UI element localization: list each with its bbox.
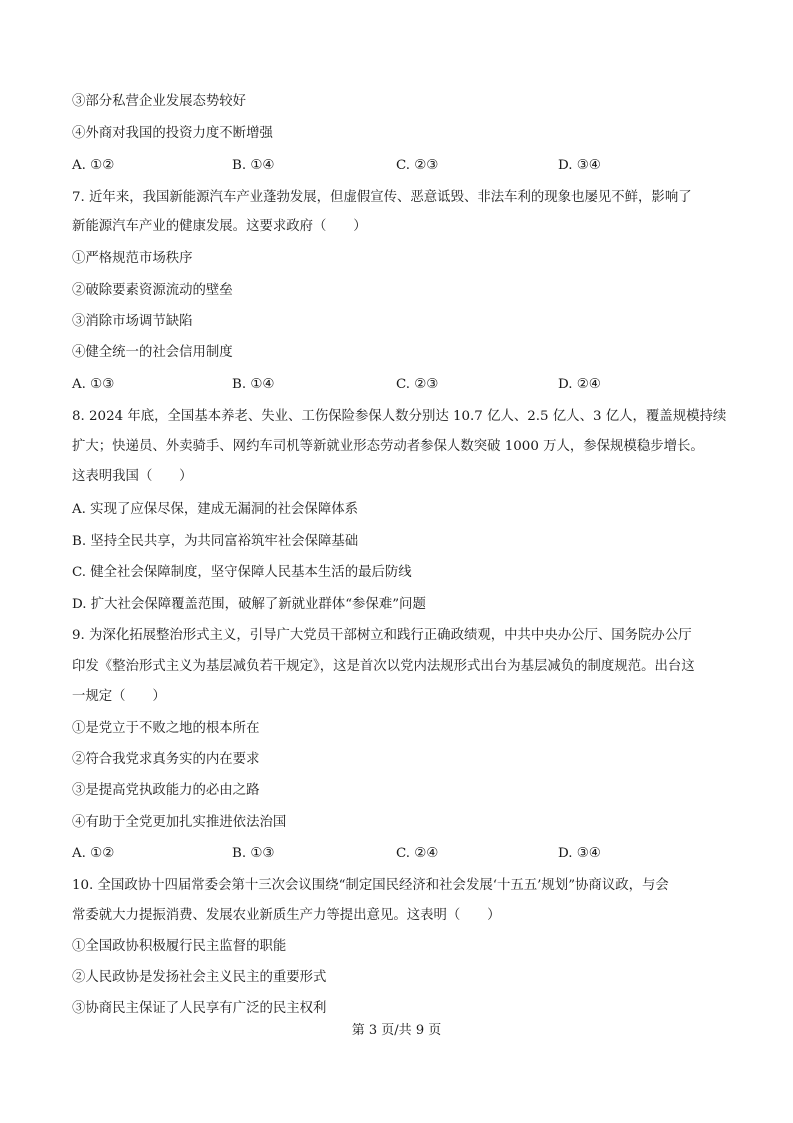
q8-choice-c: C. 健全社会保障制度，坚守保障人民基本生活的最后防线 [72,565,412,580]
q7-item-2: ②破除要素资源流动的壁垒 [72,283,233,298]
q6-option-c: C. ②③ [396,158,439,173]
q7-item-3: ③消除市场调节缺陷 [72,314,193,329]
q8-choice-a: A. 实现了应保尽保，建成无漏洞的社会保障体系 [72,502,358,517]
q7-option-b: B. ①④ [232,377,275,392]
q6-option-d: D. ③④ [558,158,601,173]
q9-item-3: ③是提高党执政能力的必由之路 [72,783,260,798]
q6-option-b: B. ①④ [232,158,275,173]
q9-item-4: ④有助于全党更加扎实推进依法治国 [72,815,287,830]
q9-option-c: C. ②④ [396,846,439,861]
q8-stem-line-2: 扩大；快递员、外卖骑手、网约车司机等新就业形态劳动者参保人数突破 1000 万人，参保规模稳步增长。 [72,439,704,454]
q9-option-a: A. ①② [72,846,115,861]
q8-choice-b: B. 坚持全民共享，为共同富裕筑牢社会保障基础 [72,534,359,549]
q9-option-d: D. ③④ [558,846,601,861]
q7-stem-line-1: 7. 近年来，我国新能源汽车产业蓬勃发展，但虚假宣传、恶意诋毁、非法车利的现象也屡见不鲜，影响了 [72,190,692,205]
q7-option-a: A. ①③ [72,377,115,392]
q7-item-1: ①严格规范市场秩序 [72,251,193,266]
q10-item-1: ①全国政协积极履行民主监督的职能 [72,939,287,954]
q7-stem-line-2: 新能源汽车产业的健康发展。这要求政府（ ） [72,219,367,234]
q10-item-2: ②人民政协是发扬社会主义民主的重要形式 [72,970,327,985]
q9-stem-line-1: 9. 为深化拓展整治形式主义，引导广大党员干部树立和践行正确政绩观，中共中央办公厅、国务院办公厅 [72,628,692,643]
page-number-footer: 第 3 页/共 9 页 [351,1023,442,1038]
q6-item-3: ③部分私营企业发展态势较好 [72,94,247,109]
q10-stem-line-1: 10. 全国政协十四届常委会第十三次会议围绕“制定国民经济和社会发展‘十五五’规划”协商议政，与会 [72,878,669,893]
q9-stem-line-2: 印发《整治形式主义为基层减负若干规定》，这是首次以党内法规形式出台为基层减负的制度规范。出台这 [72,659,695,674]
q9-option-b: B. ①③ [232,846,275,861]
q10-stem-line-2: 常委就大力提振消费、发展农业新质生产力等提出意见。这表明（ ） [72,908,501,923]
q8-stem-line-3: 这表明我国（ ） [72,469,193,484]
q9-stem-line-3: 一规定（ ） [72,689,166,704]
q10-item-3: ③协商民主保证了人民享有广泛的民主权利 [72,1001,327,1016]
q9-item-2: ②符合我党求真务实的内在要求 [72,752,260,767]
q9-item-1: ①是党立于不败之地的根本所在 [72,721,260,736]
q8-choice-d: D. 扩大社会保障覆盖范围，破解了新就业群体“参保难”问题 [72,597,426,612]
q6-item-4: ④外商对我国的投资力度不断增强 [72,126,273,141]
q7-option-d: D. ②④ [558,377,601,392]
q8-stem-line-1: 8. 2024 年底，全国基本养老、失业、工伤保险参保人数分别达 10.7 亿人、2.5 亿人、3 亿人，覆盖规模持续 [72,409,727,424]
q6-option-a: A. ①② [72,158,115,173]
q7-item-4: ④健全统一的社会信用制度 [72,345,233,360]
q7-option-c: C. ②③ [396,377,439,392]
